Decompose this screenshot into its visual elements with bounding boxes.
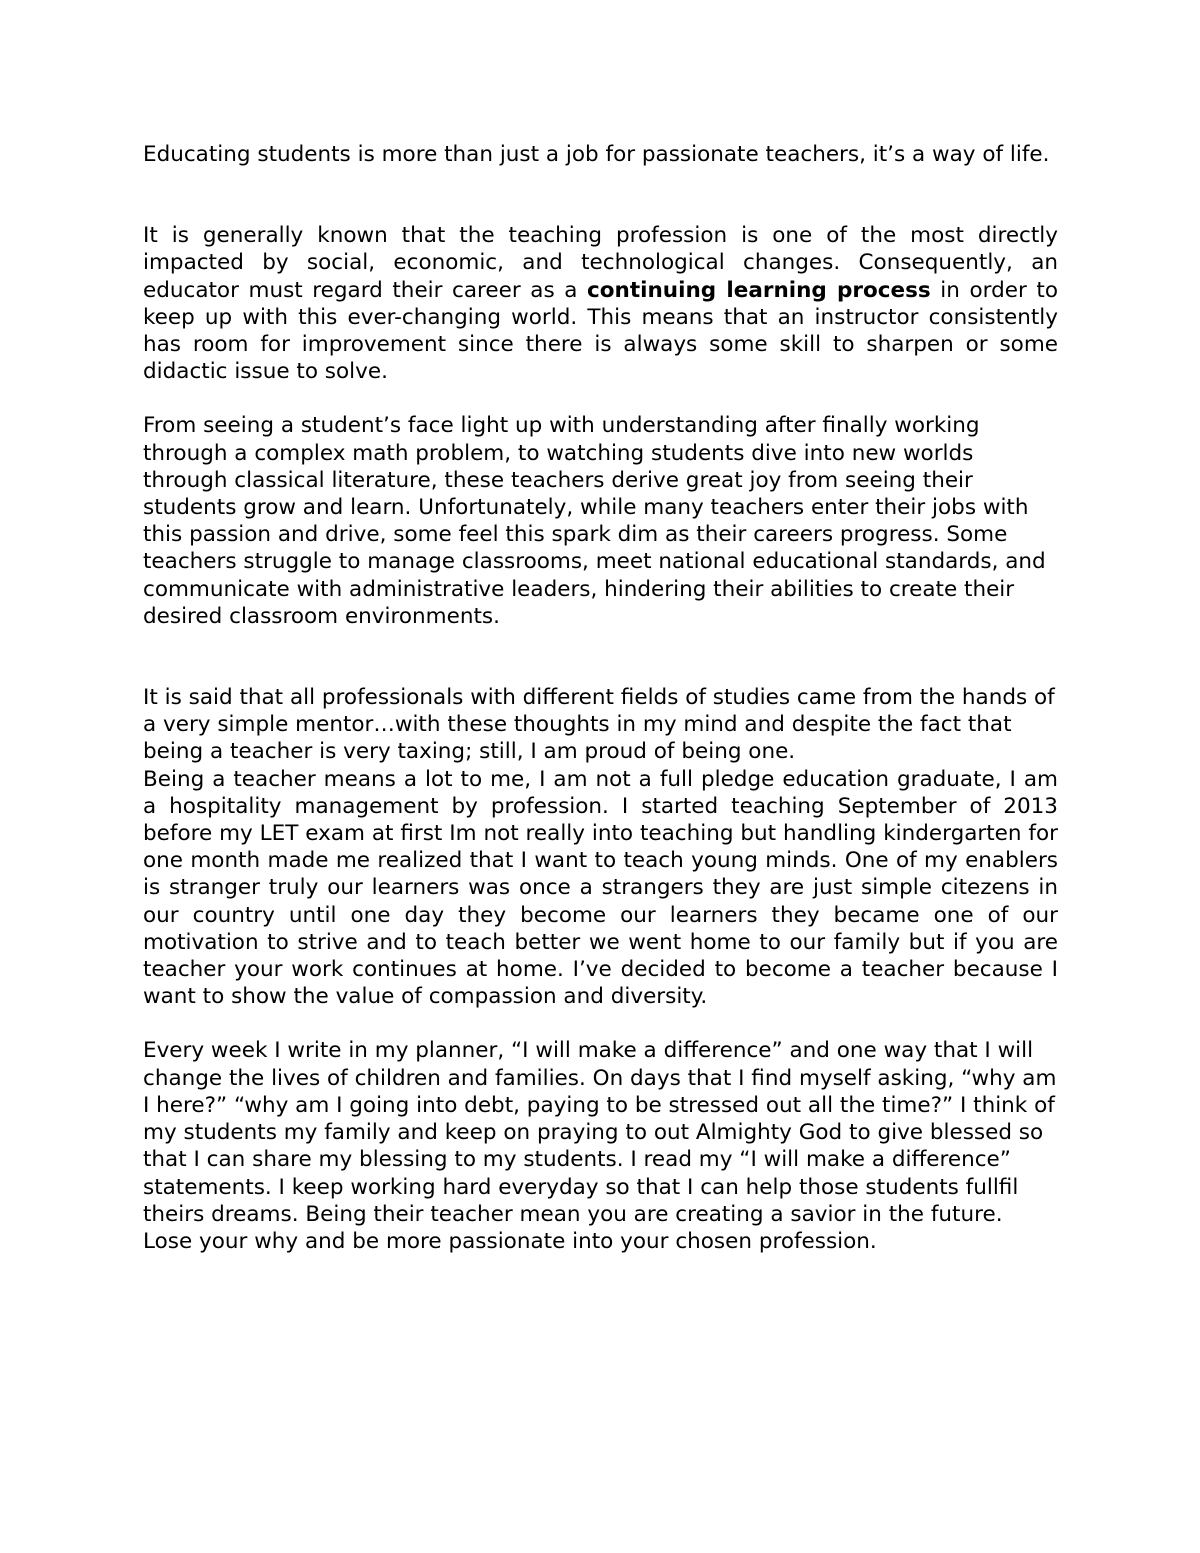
paragraph-joy: From seeing a student’s face light up with understanding after finally working through a complex math problem, to watching students dive into new worlds through classical literature, these teachers derive great joy from seeing their students grow and learn. Unfortunately, while many teachers enter their jobs with this passion and drive, some feel this spark dim as their careers progress. Some teachers struggle to manage classrooms, meet national educational standards, and communicate with administrative leaders, hindering their abilities to create their desired classroom environments. [143, 413, 1046, 629]
paragraph-intro: Educating students is more than just a job for passionate teachers, it’s a way of life. [143, 142, 1050, 167]
bold-phrase: continuing learning process [587, 277, 931, 303]
paragraph-profession-text-1: It is generally known that the teaching profession is one of the most directly impacted by social, economic, and technological changes. Consequently, an educator must regard their career as a [143, 223, 1058, 303]
paragraph-planner: Every week I write in my planner, “I will make a difference” and one way that I will change the lives of children and families. On days that I find myself asking, “why am I here?” “why am I going into debt, paying to be stressed out all the time?” I think of my students my family and keep on praying to out Almighty God to give blessed so that I can share my blessing to my students. I read my “I will make a difference” statements. I keep working hard everyday so that I can help those students fullfil theirs dreams. Being their teacher mean you are creating a savior in the future. Lose your why and be more passionate into your chosen profession. [143, 1038, 1057, 1254]
paragraph-profession [143, 222, 1058, 385]
document-page [143, 141, 1058, 1255]
paragraph-profession-text-2: in order to keep up with this ever-changing world. This means that an instructor consistently has room for improvement since there is always some skill to sharpen or some didactic issue to solve. [143, 277, 1058, 385]
paragraph-personal: Being a teacher means a lot to me, I am not a full pledge education graduate, I am a hospitality management by profession. I started teaching September of 2013 before my LET exam at first Im not really into teaching but handling kindergarten for one month made me realized that I want to teach young minds. One of my enablers is stranger truly our learners was once a strangers they are just simple citezens in our country until one day they become our learners they became one of our motivation to strive and to teach better we went home to our family but if you are teacher your work continues at home. I’ve decided to become a teacher because I want to show the value of compassion and diversity. [143, 766, 1058, 1010]
paragraph-mentor: It is said that all professionals with different fields of studies came from the hands of a very simple mentor…with these thoughts in my mind and despite the fact that being a teacher is very taxing; still, I am proud of being one. [143, 685, 1055, 765]
